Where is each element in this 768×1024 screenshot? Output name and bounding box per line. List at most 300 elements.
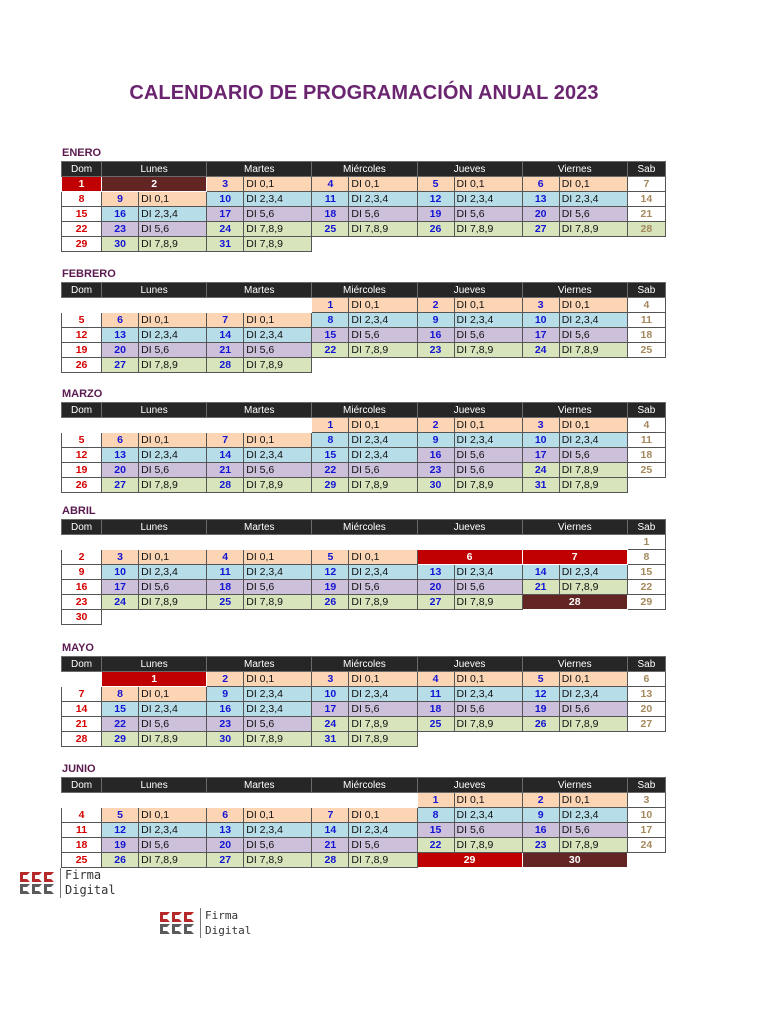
week-row — [62, 853, 666, 868]
day-number: 22 — [312, 463, 349, 478]
header-jueves: Jueves — [417, 520, 522, 535]
day-number: 17 — [312, 702, 349, 717]
day-sunday: 4 — [62, 808, 102, 823]
day-sunday: 11 — [62, 823, 102, 838]
day-number: 10 — [522, 313, 559, 328]
month-label: ENERO — [62, 147, 102, 159]
month-table — [61, 402, 666, 493]
day-number: 22 — [417, 838, 454, 853]
day-number: 9 — [417, 433, 454, 448]
week-row — [62, 358, 666, 373]
program-label: DI 2,3,4 — [139, 823, 207, 838]
day-sunday: 18 — [62, 838, 102, 853]
day-number: 24 — [312, 717, 349, 732]
day-number: 7 — [207, 433, 244, 448]
day-number: 10 — [522, 433, 559, 448]
week-row — [62, 838, 666, 853]
day-number: 26 — [312, 595, 349, 610]
day-sunday — [62, 298, 312, 313]
day-number: 28 — [207, 478, 244, 493]
program-label: DI 5,6 — [559, 328, 627, 343]
logo-line2: Digital — [205, 924, 252, 937]
day-number: 6 — [102, 313, 139, 328]
program-label: DI 2,3,4 — [454, 433, 522, 448]
day-number: 13 — [102, 328, 139, 343]
header-lunes: Lunes — [102, 778, 207, 793]
program-label: DI 0,1 — [454, 177, 522, 192]
program-label: DI 7,8,9 — [349, 732, 417, 747]
week-row — [62, 298, 666, 313]
day-number: 5 — [312, 550, 349, 565]
program-label: DI 7,8,9 — [139, 478, 207, 493]
day-sunday: 16 — [62, 580, 102, 595]
day-number: 13 — [522, 192, 559, 207]
program-label: DI 7,8,9 — [349, 853, 417, 868]
day-number: 6 — [207, 808, 244, 823]
header-viernes: Viernes — [522, 778, 627, 793]
day-number: 2 — [417, 418, 454, 433]
day-number: 18 — [417, 702, 454, 717]
day-number: 14 — [522, 565, 559, 580]
program-label: DI 7,8,9 — [244, 732, 312, 747]
day-number: 4 — [207, 550, 244, 565]
month-table — [61, 161, 666, 252]
program-label: DI 2,3,4 — [454, 313, 522, 328]
program-label: DI 0,1 — [559, 298, 627, 313]
firma-digital-mark-icon — [20, 872, 54, 894]
day-number: 16 — [417, 328, 454, 343]
program-label: DI 2,3,4 — [559, 808, 627, 823]
month-label: FEBRERO — [62, 268, 116, 280]
program-label: DI 2,3,4 — [454, 687, 522, 702]
day-number: 23 — [102, 222, 139, 237]
program-label: DI 0,1 — [139, 313, 207, 328]
day-saturday — [627, 732, 665, 747]
program-label: DI 7,8,9 — [244, 237, 312, 252]
day-saturday: 18 — [627, 448, 665, 463]
blank-cell — [522, 610, 627, 625]
day-number: 12 — [417, 192, 454, 207]
program-label: DI 2,3,4 — [349, 192, 417, 207]
program-label: DI 2,3,4 — [139, 702, 207, 717]
header-viernes: Viernes — [522, 283, 627, 298]
blank-cell — [417, 732, 522, 747]
day-number: 9 — [102, 192, 139, 207]
program-label: DI 5,6 — [559, 823, 627, 838]
program-label: DI 5,6 — [349, 207, 417, 222]
day-sunday: 26 — [62, 478, 102, 493]
day-number: 15 — [417, 823, 454, 838]
day-number: 11 — [312, 192, 349, 207]
day-number: 22 — [312, 343, 349, 358]
header-sab: Sab — [627, 283, 665, 298]
header-lunes: Lunes — [102, 520, 207, 535]
day-sunday: 26 — [62, 358, 102, 373]
day-saturday: 20 — [627, 702, 665, 717]
day-saturday: 6 — [627, 672, 665, 687]
program-label: DI 2,3,4 — [454, 808, 522, 823]
program-label: DI 7,8,9 — [139, 595, 207, 610]
day-sunday: 2 — [62, 550, 102, 565]
day-saturday: 15 — [627, 565, 665, 580]
program-label: DI 2,3,4 — [454, 192, 522, 207]
day-number: 24 — [522, 463, 559, 478]
header-sab: Sab — [627, 403, 665, 418]
day-number: 30 — [102, 237, 139, 252]
header-dom: Dom — [62, 162, 102, 177]
logo-line1: Firma — [65, 868, 102, 882]
day-sunday: 30 — [62, 610, 102, 625]
program-label: DI 5,6 — [454, 823, 522, 838]
program-label: DI 7,8,9 — [454, 717, 522, 732]
week-row — [62, 732, 666, 747]
day-number: 9 — [207, 687, 244, 702]
day-number: 20 — [102, 343, 139, 358]
program-label: DI 7,8,9 — [454, 343, 522, 358]
header-miercoles: Miércoles — [312, 520, 417, 535]
header-lunes: Lunes — [102, 657, 207, 672]
program-label: DI 0,1 — [244, 550, 312, 565]
day-number: 13 — [417, 565, 454, 580]
day-saturday: 21 — [627, 207, 665, 222]
day-number: 1 — [312, 298, 349, 313]
program-label: DI 5,6 — [139, 222, 207, 237]
day-number: 19 — [102, 838, 139, 853]
day-number: 8 — [417, 808, 454, 823]
day-sunday: 8 — [62, 192, 102, 207]
program-label: DI 7,8,9 — [559, 580, 627, 595]
program-label: DI 2,3,4 — [244, 448, 312, 463]
day-sunday: 5 — [62, 433, 102, 448]
day-number: 16 — [522, 823, 559, 838]
header-dom: Dom — [62, 778, 102, 793]
day-sunday: 28 — [62, 732, 102, 747]
day-number: 1 — [312, 418, 349, 433]
day-sunday: 19 — [62, 343, 102, 358]
day-number: 26 — [522, 717, 559, 732]
logo-line1: Firma — [205, 909, 239, 922]
day-number: 17 — [102, 580, 139, 595]
header-miercoles: Miércoles — [312, 403, 417, 418]
program-label: DI 0,1 — [454, 793, 522, 808]
day-number: 30 — [207, 732, 244, 747]
day-saturday: 10 — [627, 808, 665, 823]
day-number: 22 — [102, 717, 139, 732]
header-miercoles: Miércoles — [312, 657, 417, 672]
day-number: 16 — [417, 448, 454, 463]
day-number: 21 — [207, 463, 244, 478]
day-saturday — [627, 478, 665, 493]
header-jueves: Jueves — [417, 778, 522, 793]
header-martes: Martes — [207, 778, 312, 793]
day-number: 8 — [102, 687, 139, 702]
program-label: DI 2,3,4 — [244, 687, 312, 702]
program-label: DI 2,3,4 — [559, 313, 627, 328]
day-saturday: 14 — [627, 192, 665, 207]
day-saturday: 18 — [627, 328, 665, 343]
program-label: DI 7,8,9 — [244, 853, 312, 868]
program-label: DI 0,1 — [139, 433, 207, 448]
week-row — [62, 717, 666, 732]
program-label: DI 5,6 — [139, 343, 207, 358]
day-sunday — [62, 535, 628, 550]
program-label: DI 7,8,9 — [244, 358, 312, 373]
program-label: DI 5,6 — [244, 580, 312, 595]
program-label: DI 5,6 — [454, 702, 522, 717]
day-number: 10 — [207, 192, 244, 207]
program-label: DI 2,3,4 — [349, 565, 417, 580]
header-miercoles: Miércoles — [312, 162, 417, 177]
program-label: DI 2,3,4 — [244, 565, 312, 580]
blank-cell — [522, 732, 627, 747]
day-number: 15 — [312, 448, 349, 463]
day-number: 14 — [207, 328, 244, 343]
day-number: 28 — [207, 358, 244, 373]
header-dom: Dom — [62, 520, 102, 535]
program-label: DI 2,3,4 — [559, 433, 627, 448]
program-label: DI 2,3,4 — [349, 433, 417, 448]
day-number: 12 — [102, 823, 139, 838]
day-saturday: 7 — [627, 177, 665, 192]
header-jueves: Jueves — [417, 403, 522, 418]
program-label: DI 7,8,9 — [244, 595, 312, 610]
day-number: 25 — [312, 222, 349, 237]
program-label: DI 0,1 — [244, 808, 312, 823]
day-number: 4 — [312, 177, 349, 192]
day-saturday: 11 — [627, 313, 665, 328]
day-saturday: 28 — [627, 222, 665, 237]
day-saturday: 11 — [627, 433, 665, 448]
day-number: 19 — [417, 207, 454, 222]
program-label: DI 7,8,9 — [559, 838, 627, 853]
blank-cell — [522, 237, 627, 252]
program-label: DI 2,3,4 — [244, 702, 312, 717]
day-saturday — [627, 358, 665, 373]
program-label: DI 7,8,9 — [139, 853, 207, 868]
program-label: DI 5,6 — [349, 463, 417, 478]
day-saturday: 27 — [627, 717, 665, 732]
program-label: DI 7,8,9 — [349, 478, 417, 493]
day-number: 27 — [102, 358, 139, 373]
day-number: 12 — [522, 687, 559, 702]
program-label: DI 0,1 — [454, 298, 522, 313]
day-number: 31 — [207, 237, 244, 252]
day-number: 29 — [312, 478, 349, 493]
day-number: 7 — [207, 313, 244, 328]
blank-cell — [417, 610, 522, 625]
day-sunday: 5 — [62, 313, 102, 328]
week-row — [62, 550, 666, 565]
day-saturday: 24 — [627, 838, 665, 853]
day-number: 5 — [417, 177, 454, 192]
program-label: DI 2,3,4 — [244, 192, 312, 207]
program-label: DI 5,6 — [454, 463, 522, 478]
day-number: 21 — [522, 580, 559, 595]
day-number: 26 — [417, 222, 454, 237]
day-number: 23 — [522, 838, 559, 853]
week-row — [62, 448, 666, 463]
week-row — [62, 580, 666, 595]
program-label: DI 0,1 — [349, 808, 417, 823]
day-number: 21 — [312, 838, 349, 853]
week-row — [62, 535, 666, 550]
program-label: DI 5,6 — [559, 207, 627, 222]
program-label: DI 5,6 — [139, 717, 207, 732]
header-viernes: Viernes — [522, 657, 627, 672]
firma-digital-logo-secondary — [160, 908, 251, 938]
header-sab: Sab — [627, 657, 665, 672]
program-label: DI 5,6 — [349, 328, 417, 343]
day-number: 19 — [312, 580, 349, 595]
blank-cell — [102, 610, 207, 625]
holiday-cell: 2 — [102, 177, 207, 192]
header-jueves: Jueves — [417, 162, 522, 177]
week-row — [62, 793, 666, 808]
day-sunday — [62, 418, 312, 433]
day-number: 25 — [417, 717, 454, 732]
day-number: 15 — [102, 702, 139, 717]
program-label: DI 5,6 — [454, 580, 522, 595]
week-row — [62, 823, 666, 838]
day-number: 6 — [522, 177, 559, 192]
day-number: 8 — [312, 313, 349, 328]
holiday-cell: 7 — [522, 550, 627, 565]
program-label: DI 2,3,4 — [559, 565, 627, 580]
day-sunday: 1 — [62, 177, 102, 192]
day-sunday: 23 — [62, 595, 102, 610]
day-number: 12 — [312, 565, 349, 580]
program-label: DI 0,1 — [139, 687, 207, 702]
week-row — [62, 565, 666, 580]
header-sab: Sab — [627, 520, 665, 535]
program-label: DI 5,6 — [454, 207, 522, 222]
program-label: DI 2,3,4 — [349, 687, 417, 702]
week-row — [62, 463, 666, 478]
program-label: DI 5,6 — [454, 328, 522, 343]
day-saturday: 22 — [627, 580, 665, 595]
day-number: 10 — [102, 565, 139, 580]
program-label: DI 2,3,4 — [559, 687, 627, 702]
day-number: 1 — [417, 793, 454, 808]
header-jueves: Jueves — [417, 657, 522, 672]
program-label: DI 5,6 — [244, 838, 312, 853]
day-number: 15 — [312, 328, 349, 343]
program-label: DI 0,1 — [454, 418, 522, 433]
holiday-cell: 29 — [417, 853, 522, 868]
header-martes: Martes — [207, 657, 312, 672]
header-viernes: Viernes — [522, 403, 627, 418]
program-label: DI 0,1 — [139, 192, 207, 207]
program-label: DI 5,6 — [244, 717, 312, 732]
holiday-cell: 6 — [417, 550, 522, 565]
day-number: 8 — [312, 433, 349, 448]
day-number: 5 — [102, 808, 139, 823]
day-number: 14 — [207, 448, 244, 463]
header-dom: Dom — [62, 283, 102, 298]
holiday-cell: 28 — [522, 595, 627, 610]
day-number: 17 — [207, 207, 244, 222]
day-saturday: 29 — [627, 595, 665, 610]
day-number: 23 — [207, 717, 244, 732]
program-label: DI 5,6 — [349, 580, 417, 595]
program-label: DI 0,1 — [244, 433, 312, 448]
program-label: DI 5,6 — [139, 838, 207, 853]
day-number: 20 — [102, 463, 139, 478]
month-label: MAYO — [62, 642, 94, 654]
month-table — [61, 777, 666, 868]
day-number: 27 — [522, 222, 559, 237]
day-number: 10 — [312, 687, 349, 702]
program-label: DI 0,1 — [349, 177, 417, 192]
program-label: DI 5,6 — [349, 702, 417, 717]
day-number: 7 — [312, 808, 349, 823]
day-number: 27 — [417, 595, 454, 610]
day-number: 27 — [207, 853, 244, 868]
header-martes: Martes — [207, 403, 312, 418]
day-saturday: 4 — [627, 418, 665, 433]
program-label: DI 5,6 — [244, 463, 312, 478]
week-row — [62, 237, 666, 252]
program-label: DI 7,8,9 — [139, 237, 207, 252]
day-number: 11 — [417, 687, 454, 702]
firma-digital-mark-icon — [160, 912, 194, 934]
logo-line2: Digital — [65, 883, 116, 897]
day-number: 29 — [102, 732, 139, 747]
day-number: 24 — [522, 343, 559, 358]
week-row — [62, 328, 666, 343]
day-number: 2 — [522, 793, 559, 808]
day-sunday: 21 — [62, 717, 102, 732]
week-row — [62, 207, 666, 222]
day-saturday: 8 — [627, 550, 665, 565]
week-row — [62, 610, 666, 625]
program-label: DI 2,3,4 — [454, 565, 522, 580]
week-row — [62, 433, 666, 448]
week-row — [62, 672, 666, 687]
day-number: 3 — [522, 298, 559, 313]
program-label: DI 0,1 — [454, 672, 522, 687]
day-saturday: 25 — [627, 463, 665, 478]
program-label: DI 7,8,9 — [559, 343, 627, 358]
blank-cell — [522, 358, 627, 373]
day-saturday: 3 — [627, 793, 665, 808]
header-viernes: Viernes — [522, 162, 627, 177]
day-sunday: 22 — [62, 222, 102, 237]
day-saturday: 4 — [627, 298, 665, 313]
week-row — [62, 222, 666, 237]
header-martes: Martes — [207, 520, 312, 535]
day-number: 3 — [207, 177, 244, 192]
program-label: DI 7,8,9 — [349, 222, 417, 237]
program-label: DI 2,3,4 — [139, 448, 207, 463]
week-row — [62, 192, 666, 207]
day-number: 31 — [522, 478, 559, 493]
header-sab: Sab — [627, 778, 665, 793]
day-number: 28 — [312, 853, 349, 868]
program-label: DI 0,1 — [139, 808, 207, 823]
day-number: 16 — [102, 207, 139, 222]
program-label: DI 2,3,4 — [244, 328, 312, 343]
program-label: DI 0,1 — [244, 177, 312, 192]
holiday-cell: 1 — [102, 672, 207, 687]
day-sunday: 12 — [62, 448, 102, 463]
header-martes: Martes — [207, 283, 312, 298]
day-sunday: 29 — [62, 237, 102, 252]
day-number: 18 — [207, 580, 244, 595]
week-row — [62, 177, 666, 192]
holiday-cell: 30 — [522, 853, 627, 868]
program-label: DI 2,3,4 — [349, 313, 417, 328]
